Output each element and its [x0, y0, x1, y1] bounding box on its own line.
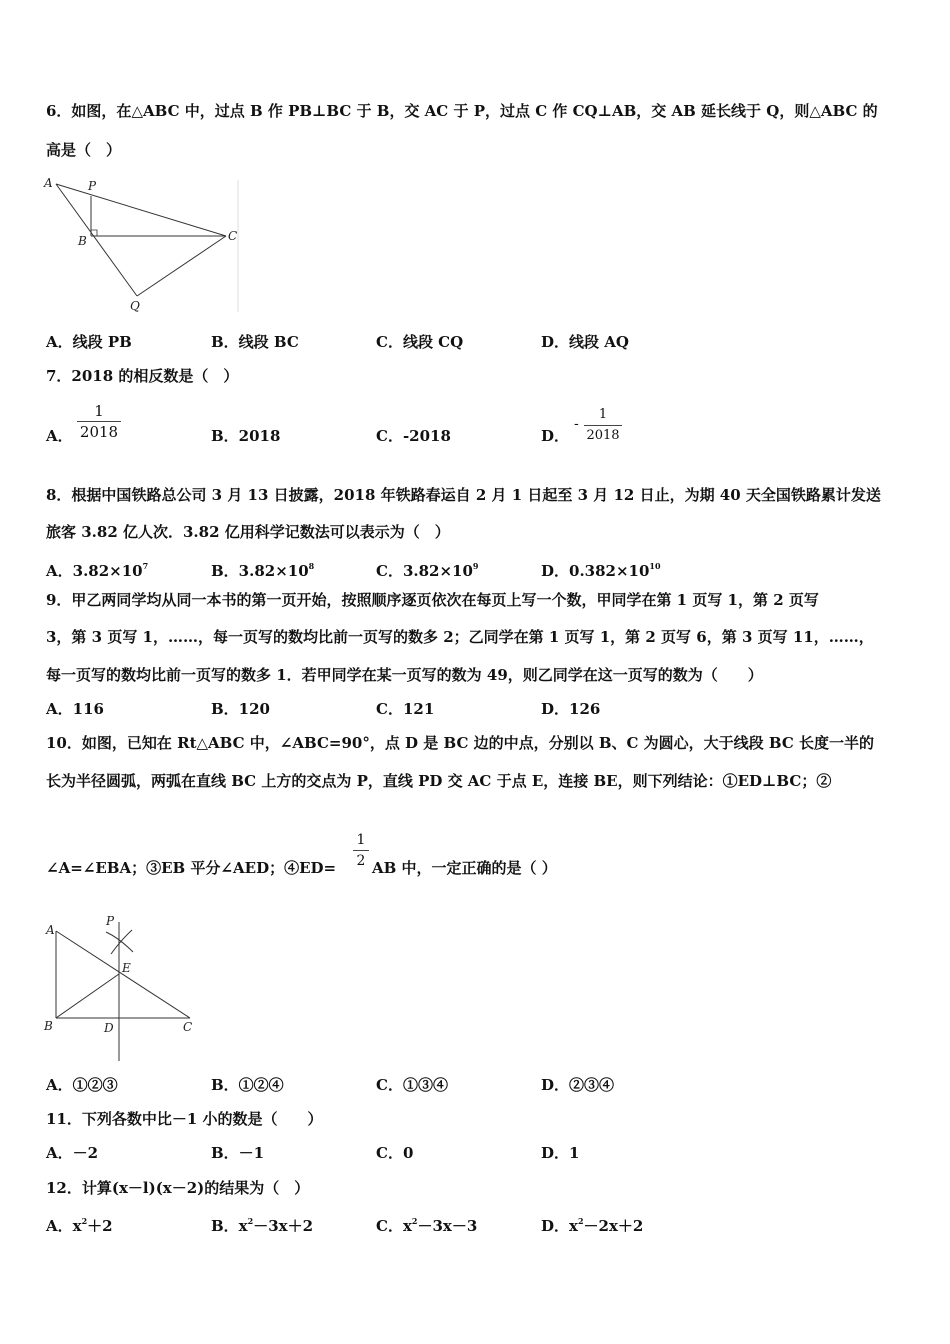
q10-option-c[interactable]: C．①③④: [376, 1076, 448, 1094]
q7-option-a-label[interactable]: A．: [46, 427, 73, 445]
q12-option-a[interactable]: [46, 1211, 113, 1236]
q12-option-d[interactable]: [541, 1211, 643, 1236]
q9-stem-line1: 9．甲乙两同学均从同一本书的第一页开始，按照顺序逐页依次在每页上写一个数，甲同学在第 1 页写 1，第 2 页写: [46, 591, 819, 609]
q9-option-c[interactable]: C．121: [376, 700, 435, 718]
q7-stem: 7．2018 的相反数是（ ）: [46, 367, 239, 385]
q11-option-b[interactable]: B．－1: [211, 1144, 265, 1162]
q9-stem-line2: 3，第 3 页写 1，……，每一页写的数均比前一页写的数多 2；乙同学在第 1 页写 1，第 2 页写 6，第 3 页写 11，……，: [46, 628, 874, 646]
q7-option-d-fraction: [584, 406, 622, 445]
q10-stem-line3-post: AB 中，一定正确的是（ ）: [372, 859, 557, 877]
q8-stem-line1: 8．根据中国铁路总公司 3 月 13 日披露，2018 年铁路春运自 2 月 1 日起至 3 月 12 日止，为期 40 天全国铁路累计发送: [46, 486, 881, 504]
q7-d-numerator: 1: [598, 407, 608, 422]
q12-a-exponent: 2: [81, 1216, 88, 1226]
q12-d-post: －2x＋2: [583, 1217, 644, 1235]
q11-option-d[interactable]: D．1: [541, 1144, 580, 1162]
q10-label-a: A: [46, 923, 55, 937]
q6-option-c[interactable]: C．线段 CQ: [376, 333, 464, 351]
q7-option-d-sign: -: [574, 416, 579, 432]
q10-option-b[interactable]: B．①②④: [211, 1076, 284, 1094]
q12-a-pre: A．x: [46, 1217, 82, 1235]
q8-a-exponent: 7: [142, 561, 149, 571]
q10-frac-bar: [353, 850, 369, 851]
q6-label-b: B: [78, 234, 87, 248]
q9-option-d[interactable]: D．126: [541, 700, 601, 718]
q8-d-base: D．0.382×10: [541, 562, 650, 580]
q7-a-numerator: 1: [94, 402, 104, 420]
q9-option-b[interactable]: B．120: [211, 700, 270, 718]
q12-a-post: ＋2: [87, 1217, 113, 1235]
q6-label-a: A: [44, 176, 53, 190]
q7-d-denominator: 2018: [586, 428, 620, 443]
q12-d-pre: D．x: [541, 1217, 578, 1235]
q8-b-exponent: 8: [308, 561, 315, 571]
q12-d-exponent: 2: [577, 1216, 584, 1226]
q10-half-fraction: [353, 831, 369, 870]
q10-label-c: C: [183, 1020, 193, 1034]
q8-c-exponent: 9: [472, 561, 479, 571]
q8-stem-line2: 旅客 3.82 亿人次．3.82 亿用科学记数法可以表示为（ ）: [46, 523, 450, 541]
q10-option-d[interactable]: D．②③④: [541, 1076, 615, 1094]
q10-option-a[interactable]: A．①②③: [46, 1076, 118, 1094]
q12-stem: 12．计算(x－l)(x－2)的结果为（ ）: [46, 1179, 310, 1197]
q6-stem-line1: 6．如图，在△ABC 中，过点 B 作 PB⊥BC 于 B，交 AC 于 P，过点 C 作 CQ⊥AB，交 AB 延长线于 Q，则△ABC 的: [46, 102, 878, 120]
q9-stem-line3: 每一页写的数均比前一页写的数多 1．若甲同学在某一页写的数为 49，则乙同学在这一页写的数为（ ）: [46, 666, 763, 684]
q6-label-q: Q: [130, 299, 140, 313]
q7-option-d-label[interactable]: D．: [541, 427, 570, 445]
q7-d-fraction-bar: [584, 425, 622, 426]
q7-a-denominator: 2018: [79, 423, 119, 441]
q10-stem-line2: 长为半径圆弧，两弧在直线 BC 上方的交点为 P，直线 PD 交 AC 于点 E，连接 BE，则下列结论：①ED⊥BC；②: [46, 772, 832, 790]
q8-a-base: A．3.82×10: [46, 562, 143, 580]
q12-option-b[interactable]: [211, 1211, 313, 1236]
q10-stem-line3-pre: ∠A=∠EBA；③EB 平分∠AED；④ED=: [46, 859, 337, 877]
q7-option-b[interactable]: B．2018: [211, 427, 281, 445]
q6-stem-line2: 高是（ ）: [46, 141, 122, 159]
q6-label-c: C: [228, 229, 238, 243]
q12-c-exponent: 2: [411, 1216, 418, 1226]
q12-b-post: －3x＋2: [253, 1217, 314, 1235]
q6-label-p: P: [88, 179, 97, 193]
q6-option-b[interactable]: B．线段 BC: [211, 333, 299, 351]
q12-c-pre: C．x: [376, 1217, 412, 1235]
q9-option-a[interactable]: A．116: [46, 700, 104, 718]
q8-d-exponent: 10: [649, 561, 661, 571]
q11-stem: 11．下列各数中比－1 小的数是（ ）: [46, 1110, 323, 1128]
q6-triangle-figure: [40, 172, 245, 317]
q11-option-a[interactable]: A．－2: [46, 1144, 99, 1162]
q8-b-base: B．3.82×10: [211, 562, 309, 580]
q10-frac-numerator: 1: [356, 832, 366, 848]
q10-frac-denominator: 2: [356, 853, 366, 869]
q6-option-a[interactable]: A．线段 PB: [46, 333, 132, 351]
q8-option-b[interactable]: [211, 556, 314, 581]
q10-triangle-figure: [40, 908, 205, 1066]
q10-label-e: E: [122, 961, 131, 975]
q12-b-exponent: 2: [247, 1216, 254, 1226]
q10-label-d: D: [104, 1021, 114, 1035]
q12-c-post: －3x－3: [417, 1217, 478, 1235]
q12-b-pre: B．x: [211, 1217, 248, 1235]
q11-option-c[interactable]: C．0: [376, 1144, 414, 1162]
q8-c-base: C．3.82×10: [376, 562, 473, 580]
q6-option-d[interactable]: D．线段 AQ: [541, 333, 629, 351]
q7-a-fraction-bar: [77, 421, 121, 422]
q8-option-a[interactable]: [46, 556, 148, 581]
q12-option-c[interactable]: [376, 1211, 477, 1236]
q10-label-b: B: [44, 1019, 53, 1033]
q10-label-p: P: [106, 914, 115, 928]
q7-option-a-fraction: [77, 402, 121, 441]
q7-option-c[interactable]: C．-2018: [376, 427, 451, 445]
q8-option-c[interactable]: [376, 556, 479, 581]
q10-stem-line1: 10．如图，已知在 Rt△ABC 中，∠ABC=90°，点 D 是 BC 边的中点，分别以 B、C 为圆心，大于线段 BC 长度一半的: [46, 734, 875, 752]
q8-option-d[interactable]: [541, 556, 661, 581]
